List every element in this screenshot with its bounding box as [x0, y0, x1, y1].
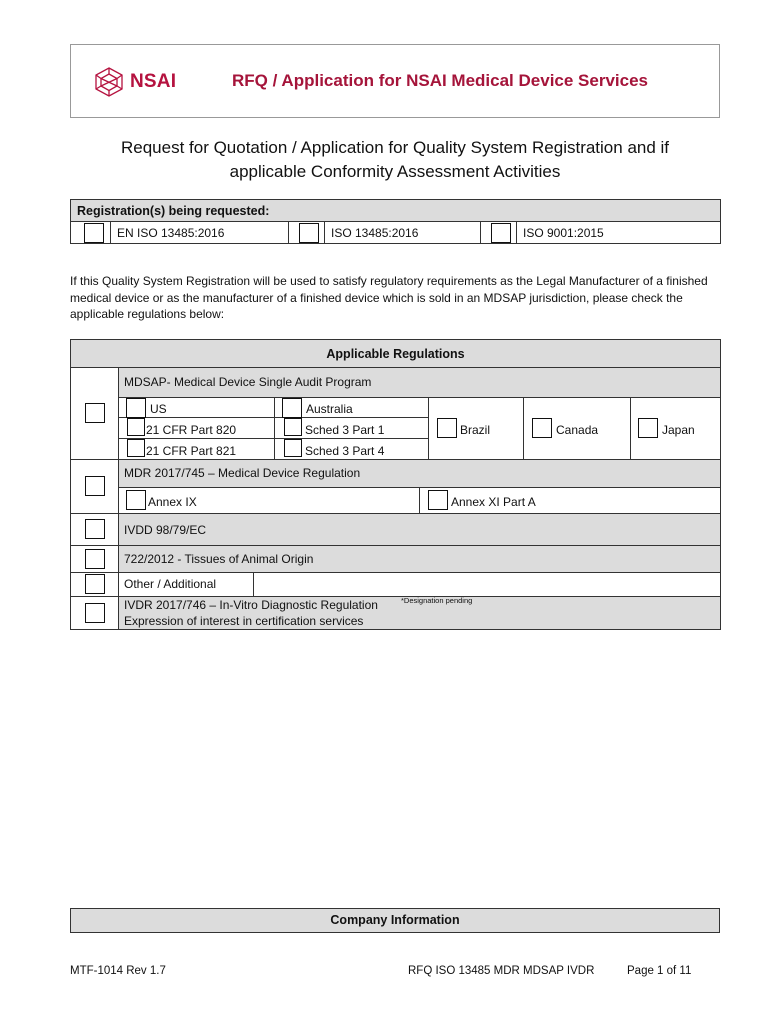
au-part1-label: Sched 3 Part 1 [305, 423, 385, 437]
option-iso-9001: ISO 9001:2015 [517, 222, 721, 244]
subtitle-line-1: Request for Quotation / Application for Quality System Registration and if [120, 138, 670, 157]
option-iso-13485: ISO 13485:2016 [325, 222, 481, 244]
annex-xi-label: Annex XI Part A [451, 495, 536, 509]
checkbox-mdsap-japan[interactable] [638, 418, 658, 438]
other-label: Other / Additional [124, 577, 217, 591]
checkbox-us-820[interactable] [127, 418, 145, 436]
mdr-label: MDR 2017/745 – Medical Device Regulation [124, 466, 361, 480]
mdsap-canada-label: Canada [556, 423, 599, 437]
checkbox-mdr[interactable] [85, 476, 105, 496]
annex-ix-label: Annex IX [148, 495, 197, 509]
checkbox-mdsap-us[interactable] [126, 398, 146, 418]
mdsap-brazil-label: Brazil [460, 423, 491, 437]
checkbox-iso-13485[interactable] [299, 223, 319, 243]
intro-paragraph: If this Quality System Registration will be used to satisfy regulatory requirements as the Legal Manufacturer of a finished medical device or as the manufacturer of a finished device which is sold in an MDSAP jurisdiction, please check the applicable regulations below: [70, 274, 708, 321]
option-en-iso-13485: EN ISO 13485:2016 [111, 222, 289, 244]
us-821-label: 21 CFR Part 821 [146, 444, 237, 458]
checkbox-mdsap-australia[interactable] [282, 398, 302, 418]
footer-doc-id: MTF-1014 Rev 1.7 [70, 965, 166, 977]
registrations-table [70, 199, 721, 244]
checkbox-ivdr[interactable] [85, 603, 105, 623]
checkbox-ivdd[interactable] [85, 519, 105, 539]
checkbox-en-iso-13485[interactable] [84, 223, 104, 243]
registrations-heading: Registration(s) being requested: [71, 200, 721, 222]
ivdd-label: IVDD 98/79/EC [124, 523, 207, 537]
checkbox-iso-9001[interactable] [491, 223, 511, 243]
ivdr-designation-note: *Designation pending [401, 596, 473, 605]
tissues-label: 722/2012 - Tissues of Animal Origin [124, 552, 314, 566]
nsai-logo [92, 66, 176, 98]
subtitle-line-2: applicable Conformity Assessment Activities [229, 162, 561, 181]
ivdr-label: IVDR 2017/746 – In-Vitro Diagnostic Regulation [124, 598, 378, 612]
other-additional-field[interactable] [260, 577, 710, 593]
mdsap-australia-label: Australia [306, 402, 353, 416]
checkbox-mdsap-canada[interactable] [532, 418, 552, 438]
checkbox-tissues[interactable] [85, 549, 105, 569]
checkbox-other[interactable] [85, 574, 105, 594]
footer-doc-ref: RFQ ISO 13485 MDR MDSAP IVDR [408, 965, 595, 977]
ivdr-interest-line: Expression of interest in certification services [124, 614, 364, 628]
logo-text: NSAI [130, 71, 177, 92]
checkbox-annex-xi[interactable] [428, 490, 448, 510]
footer-page-number: Page 1 of 11 [627, 965, 692, 977]
mdsap-label: MDSAP- Medical Device Single Audit Program [124, 375, 372, 389]
company-info-heading: Company Information [330, 913, 460, 927]
page-title: RFQ / Application for NSAI Medical Device Services [232, 71, 648, 90]
us-820-label: 21 CFR Part 820 [146, 423, 237, 437]
checkbox-mdsap-brazil[interactable] [437, 418, 457, 438]
checkbox-au-part1[interactable] [284, 418, 302, 436]
document-subtitle [70, 136, 720, 184]
regulations-heading: Applicable Regulations [326, 347, 465, 361]
checkbox-us-821[interactable] [127, 439, 145, 457]
checkbox-annex-ix[interactable] [126, 490, 146, 510]
checkbox-mdsap[interactable] [85, 403, 105, 423]
nsai-logo-icon [92, 66, 126, 98]
au-part4-label: Sched 3 Part 4 [305, 444, 385, 458]
mdsap-japan-label: Japan [662, 423, 695, 437]
checkbox-au-part4[interactable] [284, 439, 302, 457]
mdsap-us-label: US [150, 402, 167, 416]
